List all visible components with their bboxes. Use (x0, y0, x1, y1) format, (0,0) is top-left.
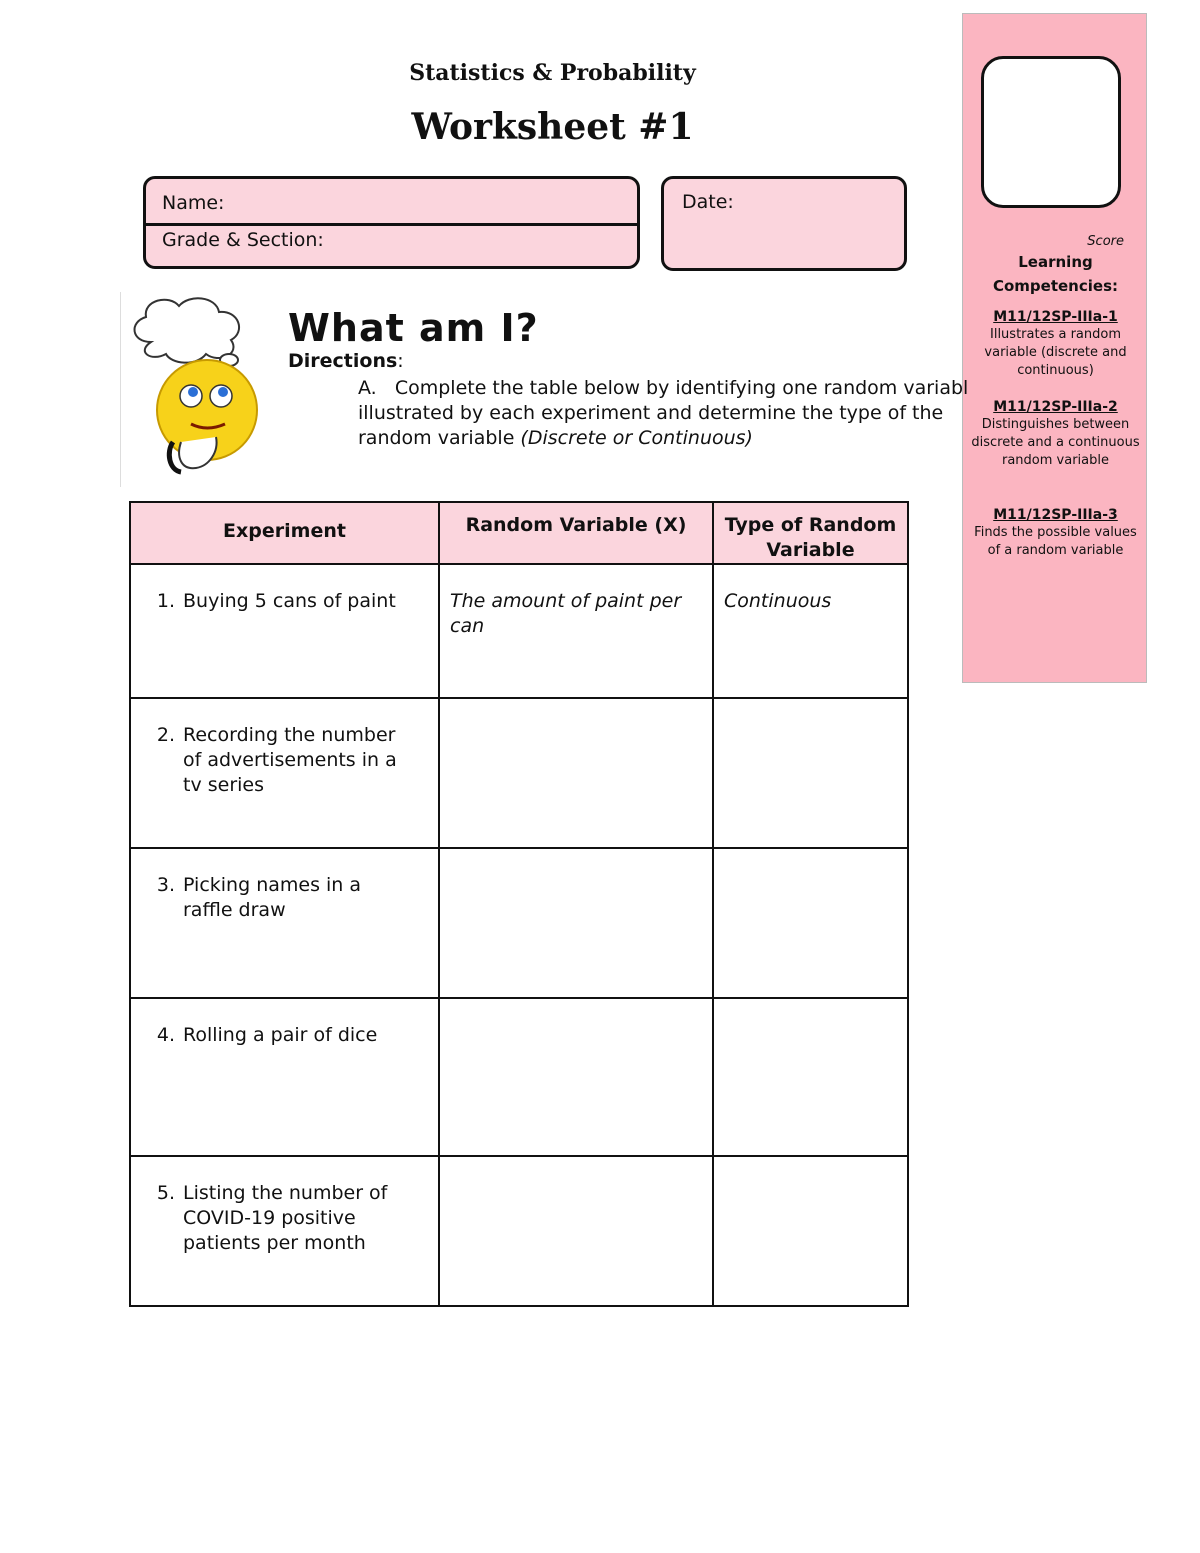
random-variable-cell[interactable]: The amount of paint per can (439, 564, 713, 698)
directions-colon: : (397, 350, 404, 372)
directions-word: Directions (288, 350, 398, 372)
instructions (358, 376, 969, 451)
competency-code: M11/12SP-IIIa-1 (993, 309, 1118, 325)
competency-text: Finds the possible values of a random variable (974, 525, 1137, 558)
score-label: Score (1087, 234, 1124, 249)
competency-text: Illustrates a random variable (discrete and continuous) (984, 327, 1127, 378)
table-row (130, 698, 908, 848)
experiment-cell (130, 998, 439, 1156)
header-experiment: Experiment (130, 502, 439, 564)
competency-text: Distinguishes between discrete and a continuous random variable (971, 417, 1140, 468)
subject-title: Statistics & Probability (409, 60, 696, 86)
competency-code: M11/12SP-IIIa-3 (993, 507, 1118, 523)
instruction-text-3: random variable (358, 427, 521, 449)
random-variable-cell[interactable] (439, 1156, 713, 1306)
experiment-text: Picking names in a raffle draw (183, 874, 362, 921)
worksheet-title: Worksheet #1 (411, 106, 694, 148)
instruction-line-2: illustrated by each experiment and determine the type of the (358, 402, 944, 424)
item-letter: A. (358, 377, 377, 399)
score-box (981, 56, 1121, 208)
name-grade-box (143, 176, 640, 269)
row-number: 4. (156, 1024, 175, 1046)
row-number: 3. (156, 874, 175, 896)
competencies-heading (963, 250, 1148, 298)
random-variable-cell[interactable] (439, 698, 713, 848)
instruction-text-1: Complete the table below by identifying one random variabl (394, 377, 969, 399)
competency-2 (967, 398, 1144, 470)
date-label: Date: (682, 191, 734, 213)
competency-1 (967, 308, 1144, 380)
type-cell[interactable] (713, 998, 908, 1156)
experiment-text: Listing the number of COVID-19 positive patients per month (183, 1182, 388, 1254)
experiment-text: Buying 5 cans of paint (183, 590, 396, 612)
date-box (661, 176, 907, 271)
instruction-italic: (Discrete or Continuous) (520, 427, 753, 449)
activity-title: What am I? (288, 306, 539, 350)
header-type: Type of Random Variable (713, 502, 908, 564)
type-cell[interactable] (713, 848, 908, 998)
heading-line-1: Learning (1018, 253, 1093, 271)
experiment-cell (130, 698, 439, 848)
directions-label (288, 350, 404, 372)
table-row (130, 1156, 908, 1306)
name-label: Name: (162, 192, 225, 214)
type-cell[interactable]: Continuous (713, 564, 908, 698)
experiment-text: Rolling a pair of dice (183, 1024, 378, 1046)
instruction-line-1 (358, 376, 969, 401)
experiment-table (129, 501, 909, 1307)
row-number: 1. (156, 590, 175, 612)
experiment-cell (130, 848, 439, 998)
row-number: 5. (156, 1182, 175, 1204)
row-number: 2. (156, 724, 175, 746)
random-variable-cell[interactable] (439, 998, 713, 1156)
experiment-text: Recording the number of advertisements in a tv series (183, 724, 397, 796)
random-variable-cell[interactable] (439, 848, 713, 998)
thinking-smiley-icon (120, 292, 276, 487)
instruction-line-3 (358, 426, 958, 451)
experiment-cell (130, 564, 439, 698)
competency-3 (967, 506, 1144, 560)
table-row (130, 564, 908, 698)
type-cell[interactable] (713, 698, 908, 848)
table-header-row (130, 502, 908, 564)
divider (146, 223, 637, 226)
heading-line-2: Competencies: (992, 277, 1118, 295)
sidebar-panel (962, 13, 1147, 683)
experiment-cell (130, 1156, 439, 1306)
grade-section-label: Grade & Section: (162, 229, 324, 251)
table-row (130, 848, 908, 998)
table-row (130, 998, 908, 1156)
competency-code: M11/12SP-IIIa-2 (993, 399, 1118, 415)
type-cell[interactable] (713, 1156, 908, 1306)
header-random-variable: Random Variable (X) (439, 502, 713, 564)
